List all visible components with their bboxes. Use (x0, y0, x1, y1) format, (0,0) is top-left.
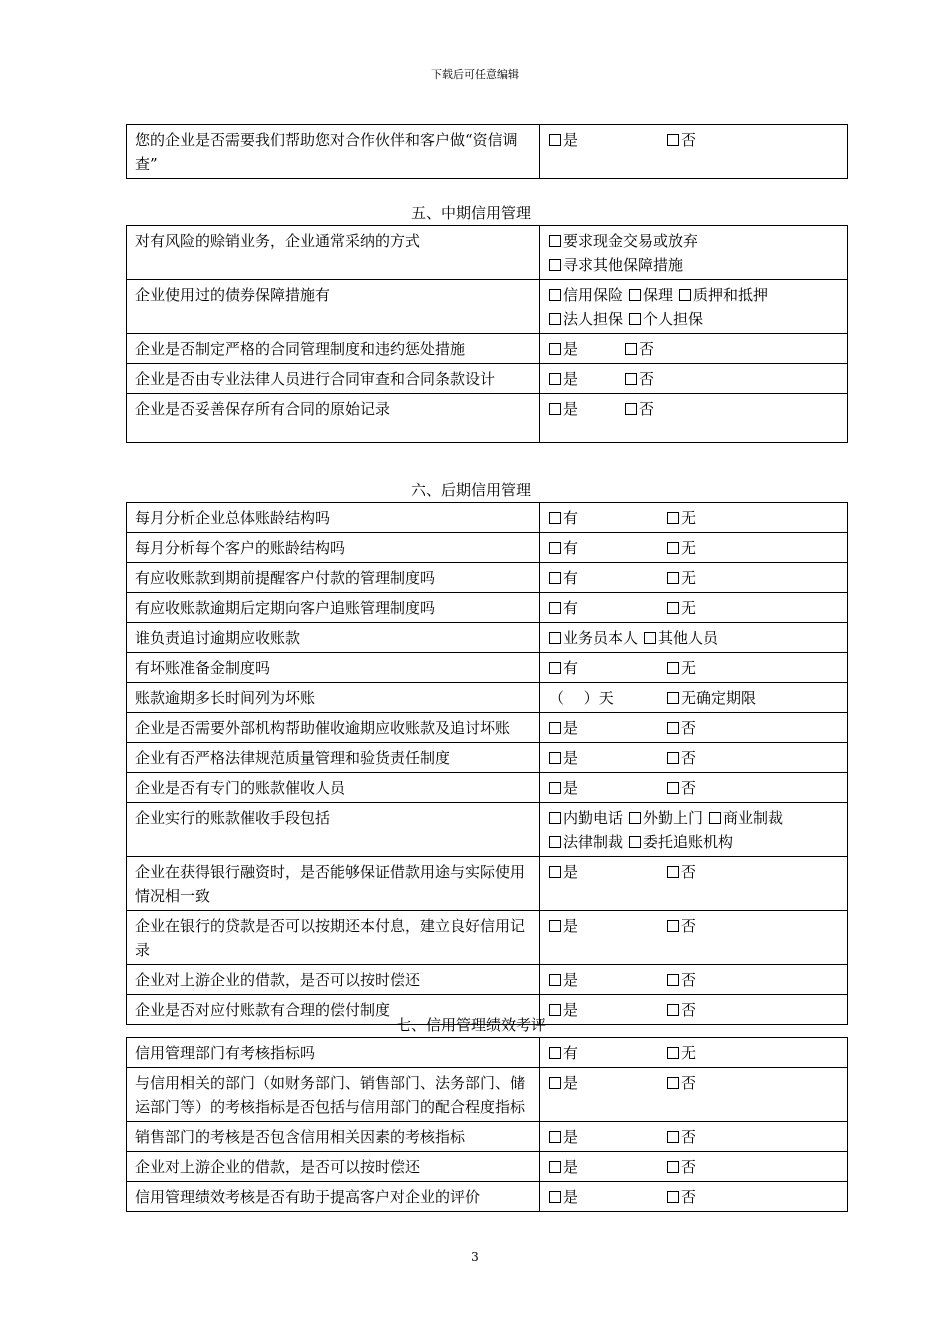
checkbox-icon[interactable] (549, 572, 561, 584)
option-line (549, 716, 843, 740)
option-line (549, 229, 843, 253)
checkbox-icon[interactable] (667, 866, 679, 878)
option[interactable] (549, 229, 698, 253)
answer-options (540, 713, 848, 743)
option[interactable] (549, 806, 623, 830)
option-label: 是 (563, 719, 579, 737)
option-line (549, 253, 843, 277)
option-line (549, 1155, 843, 1179)
answer-options (540, 280, 848, 334)
option-label: 有 (563, 1044, 579, 1062)
option[interactable] (667, 506, 696, 530)
option-label: 是 (563, 131, 579, 149)
option-label: 是 (563, 1074, 579, 1092)
days-blank[interactable]: （ ）天 (549, 689, 614, 707)
question-text: 企业有否严格法律规范质量管理和验货责任制度 (127, 743, 540, 773)
answer-options (540, 1038, 848, 1068)
option[interactable] (549, 1155, 667, 1179)
table-row (127, 1038, 848, 1068)
option-line (549, 128, 843, 152)
checkbox-icon[interactable] (667, 1077, 679, 1089)
answer-options (540, 683, 848, 713)
option-label: 是 (563, 971, 579, 989)
table-row (127, 1122, 848, 1152)
option-label: 是 (563, 779, 579, 797)
checkbox-icon[interactable] (667, 1131, 679, 1143)
option-label: 是 (563, 370, 579, 388)
checkbox-icon[interactable] (549, 542, 561, 554)
option[interactable] (549, 596, 667, 620)
section-6-table (126, 502, 848, 1025)
answer-options (540, 623, 848, 653)
table-row (127, 563, 848, 593)
answer-options (540, 857, 848, 911)
option-line (549, 536, 843, 560)
option-label: 否 (639, 340, 655, 358)
option-line (549, 968, 843, 992)
table-row (127, 503, 848, 533)
option-label: 商业制裁 (723, 809, 784, 827)
option-label: 否 (681, 1128, 697, 1146)
option-label: 否 (681, 1188, 697, 1206)
checkbox-icon[interactable] (667, 542, 679, 554)
option-label: 有 (563, 659, 579, 677)
option[interactable] (549, 337, 625, 361)
option-line (549, 626, 843, 650)
option-label: 否 (639, 370, 655, 388)
option-line (549, 397, 843, 421)
checkbox-icon[interactable] (667, 752, 679, 764)
answer-options (540, 1068, 848, 1122)
checkbox-icon[interactable] (549, 1191, 561, 1203)
checkbox-icon[interactable] (667, 974, 679, 986)
table-row (127, 533, 848, 563)
section-6-title: 六、后期信用管理 (410, 481, 531, 499)
option[interactable] (629, 830, 733, 854)
answer-options (540, 226, 848, 280)
answer-options (540, 503, 848, 533)
table-row (127, 911, 848, 965)
option-label: 是 (563, 749, 579, 767)
checkbox-icon[interactable] (667, 1004, 679, 1016)
question-text: 企业是否需要外部机构帮助催收逾期应收账款及追讨坏账 (127, 713, 540, 743)
checkbox-icon[interactable] (629, 836, 641, 848)
option[interactable] (549, 914, 667, 938)
question-text: 信用管理部门有考核指标吗 (127, 1038, 540, 1068)
answer-options (540, 394, 848, 443)
option[interactable] (667, 914, 696, 938)
option[interactable] (629, 806, 703, 830)
checkbox-icon[interactable] (549, 403, 561, 415)
option[interactable] (667, 1041, 696, 1065)
table-row (127, 773, 848, 803)
question-text: 每月分析每个客户的账龄结构吗 (127, 533, 540, 563)
table-row (127, 857, 848, 911)
option[interactable] (667, 968, 696, 992)
question-text: 有坏账准备金制度吗 (127, 653, 540, 683)
option-label: 否 (681, 971, 697, 989)
option[interactable] (549, 253, 683, 277)
question-text: 企业是否由专业法律人员进行合同审查和合同条款设计 (127, 364, 540, 394)
question-text: 对有风险的赊销业务，企业通常采纳的方式 (127, 226, 540, 280)
answer-options (540, 563, 848, 593)
table-row (127, 280, 848, 334)
checkbox-icon[interactable] (549, 289, 561, 301)
checkbox-icon[interactable] (549, 259, 561, 271)
option-label: 个人担保 (643, 310, 704, 328)
option-line (549, 367, 843, 391)
checkbox-icon[interactable] (667, 134, 679, 146)
option-label: 外勤上门 (643, 809, 704, 827)
answer-options (540, 125, 848, 179)
option[interactable] (667, 776, 696, 800)
option-label: 否 (681, 1158, 697, 1176)
page-header: 下载后可任意编辑 (431, 68, 519, 81)
option-label: 内勤电话 (563, 809, 624, 827)
checkbox-icon[interactable] (629, 812, 641, 824)
question-text: 信用管理绩效考核是否有助于提高客户对企业的评价 (127, 1182, 540, 1212)
table-row (127, 1152, 848, 1182)
section-7-table (126, 1037, 848, 1212)
table-row (127, 743, 848, 773)
option-label: 否 (681, 749, 697, 767)
checkbox-icon[interactable] (549, 373, 561, 385)
checkbox-icon[interactable] (549, 974, 561, 986)
option-line (549, 506, 843, 530)
option[interactable] (667, 128, 696, 152)
option[interactable] (709, 806, 783, 830)
section-5-title: 五、中期信用管理 (410, 204, 531, 222)
question-text: 有应收账款逾期后定期向客户追账管理制度吗 (127, 593, 540, 623)
option-label: 无确定期限 (681, 689, 757, 707)
option-label: 有 (563, 569, 579, 587)
checkbox-icon[interactable] (629, 289, 641, 301)
checkbox-icon[interactable] (549, 1004, 561, 1016)
answer-options (540, 1152, 848, 1182)
answer-options (540, 803, 848, 857)
option-label: 无 (681, 599, 697, 617)
option-label: 保理 (643, 286, 674, 304)
checkbox-icon[interactable] (549, 1131, 561, 1143)
option-label: 否 (681, 719, 697, 737)
checkbox-icon[interactable] (549, 722, 561, 734)
option[interactable] (549, 968, 667, 992)
answer-options (540, 1182, 848, 1212)
option[interactable] (679, 283, 768, 307)
option[interactable] (549, 283, 623, 307)
option-label: 无 (681, 1044, 697, 1062)
checkbox-icon[interactable] (667, 512, 679, 524)
option-label: 信用保险 (563, 286, 624, 304)
checkbox-icon[interactable] (549, 1077, 561, 1089)
checkbox-icon[interactable] (549, 866, 561, 878)
option-label: 法律制裁 (563, 833, 624, 851)
checkbox-icon[interactable] (549, 313, 561, 325)
intro-table (126, 124, 848, 179)
option-line (549, 686, 843, 710)
checkbox-icon[interactable] (549, 752, 561, 764)
option[interactable] (549, 776, 667, 800)
checkbox-icon[interactable] (549, 632, 561, 644)
question-text: 企业是否妥善保存所有合同的原始记录 (127, 394, 540, 443)
checkbox-icon[interactable] (549, 235, 561, 247)
checkbox-icon[interactable] (667, 692, 679, 704)
question-text: 谁负责追讨逾期应收账款 (127, 623, 540, 653)
option[interactable] (549, 506, 667, 530)
table-row (127, 394, 848, 443)
option-label: 否 (681, 917, 697, 935)
checkbox-icon[interactable] (667, 602, 679, 614)
table-row (127, 965, 848, 995)
option-label: 无 (681, 569, 697, 587)
option-label: 是 (563, 863, 579, 881)
option[interactable] (667, 1185, 696, 1209)
option-label: 否 (681, 1074, 697, 1092)
checkbox-icon[interactable] (667, 722, 679, 734)
checkbox-icon[interactable] (549, 662, 561, 674)
option-label: 否 (681, 1001, 697, 1019)
answer-options (540, 364, 848, 394)
checkbox-icon[interactable] (549, 1161, 561, 1173)
option[interactable] (549, 566, 667, 590)
answer-options (540, 965, 848, 995)
section-5-table (126, 225, 848, 443)
checkbox-icon[interactable] (679, 289, 691, 301)
option-label: 无 (681, 509, 697, 527)
option[interactable] (549, 128, 667, 152)
option[interactable] (625, 397, 654, 421)
answer-options (540, 1122, 848, 1152)
option-line (549, 746, 843, 770)
question-text: 企业使用过的债券保障措施有 (127, 280, 540, 334)
option[interactable] (644, 626, 718, 650)
checkbox-icon[interactable] (667, 920, 679, 932)
option-label: 无 (681, 659, 697, 677)
checkbox-icon[interactable] (667, 662, 679, 674)
answer-options (540, 334, 848, 364)
checkbox-icon[interactable] (667, 1191, 679, 1203)
option[interactable] (667, 596, 696, 620)
option-line (549, 914, 843, 938)
question-text: 企业在获得银行融资时，是否能够保证借款用途与实际使用情况相一致 (127, 857, 540, 911)
table-row (127, 623, 848, 653)
checkbox-icon[interactable] (667, 572, 679, 584)
option[interactable] (549, 397, 625, 421)
table-row (127, 1068, 848, 1122)
checkbox-icon[interactable] (549, 812, 561, 824)
answer-options (540, 593, 848, 623)
option[interactable] (625, 367, 654, 391)
answer-options (540, 773, 848, 803)
table-row (127, 125, 848, 179)
option[interactable] (549, 746, 667, 770)
table-row (127, 334, 848, 364)
option[interactable] (667, 686, 756, 710)
option[interactable] (667, 656, 696, 680)
question-text: 企业是否对应付账款有合理的偿付制度 (127, 995, 540, 1025)
checkbox-icon[interactable] (629, 313, 641, 325)
option-line (549, 596, 843, 620)
option[interactable] (549, 1125, 667, 1149)
option[interactable] (549, 1185, 667, 1209)
checkbox-icon[interactable] (709, 812, 721, 824)
question-text: 企业在银行的贷款是否可以按期还本付息，建立良好信用记录 (127, 911, 540, 965)
checkbox-icon[interactable] (667, 1047, 679, 1059)
option-label: 有 (563, 539, 579, 557)
option-line (549, 337, 843, 361)
question-text: 销售部门的考核是否包含信用相关因素的考核指标 (127, 1122, 540, 1152)
option-label: 质押和抵押 (693, 286, 769, 304)
option-label: 是 (563, 1188, 579, 1206)
checkbox-icon[interactable] (667, 782, 679, 794)
option[interactable] (549, 716, 667, 740)
option[interactable] (549, 656, 667, 680)
question-text: 企业是否有专门的账款催收人员 (127, 773, 540, 803)
question-text: 企业对上游企业的借款，是否可以按时偿还 (127, 1152, 540, 1182)
option[interactable] (549, 1041, 667, 1065)
option-line (549, 1071, 843, 1095)
option-line (549, 1125, 843, 1149)
table-row (127, 803, 848, 857)
checkbox-icon[interactable] (549, 836, 561, 848)
option[interactable] (629, 283, 673, 307)
page-number: 3 (471, 1250, 479, 1264)
option-label: 否 (681, 779, 697, 797)
option[interactable] (667, 1155, 696, 1179)
option-line (549, 1185, 843, 1209)
option-line (549, 656, 843, 680)
option-line (549, 1041, 843, 1065)
option[interactable] (549, 536, 667, 560)
option[interactable] (549, 1071, 667, 1095)
option[interactable] (625, 337, 654, 361)
option-label: 无 (681, 539, 697, 557)
option-label: 是 (563, 1128, 579, 1146)
option[interactable] (667, 716, 696, 740)
question-text: 与信用相关的部门（如财务部门、销售部门、法务部门、储运部门等）的考核指标是否包括与信用部门的配合程度指标 (127, 1068, 540, 1122)
option-label: 否 (681, 863, 697, 881)
option-label: 有 (563, 599, 579, 617)
table-row (127, 1182, 848, 1212)
option[interactable] (667, 1125, 696, 1149)
option-label: 是 (563, 1001, 579, 1019)
checkbox-icon[interactable] (549, 134, 561, 146)
checkbox-icon[interactable] (549, 782, 561, 794)
question-text: 有应收账款到期前提醒客户付款的管理制度吗 (127, 563, 540, 593)
option-label: 否 (639, 400, 655, 418)
checkbox-icon[interactable] (549, 602, 561, 614)
option-label: 要求现金交易或放弃 (563, 232, 699, 250)
checkbox-icon[interactable] (549, 512, 561, 524)
question-text: 每月分析企业总体账龄结构吗 (127, 503, 540, 533)
option[interactable] (667, 860, 696, 884)
option-line (549, 806, 843, 830)
option[interactable] (549, 367, 625, 391)
option-label: 有 (563, 509, 579, 527)
checkbox-icon[interactable] (644, 632, 656, 644)
section-7-title: 七、信用管理绩效考评 (395, 1016, 546, 1034)
option[interactable] (549, 626, 638, 650)
answer-options (540, 743, 848, 773)
checkbox-icon[interactable] (549, 343, 561, 355)
answer-options (540, 533, 848, 563)
option-line (549, 776, 843, 800)
checkbox-icon[interactable] (549, 1047, 561, 1059)
question-text: 您的企业是否需要我们帮助您对合作伙伴和客户做“资信调查” (127, 125, 540, 179)
question-text: 企业对上游企业的借款，是否可以按时偿还 (127, 965, 540, 995)
question-text: 企业是否制定严格的合同管理制度和违约惩处措施 (127, 334, 540, 364)
option-label: 法人担保 (563, 310, 624, 328)
option-label: 委托追账机构 (643, 833, 734, 851)
checkbox-icon[interactable] (625, 403, 637, 415)
option-line (549, 283, 843, 307)
answer-options (540, 653, 848, 683)
table-row (127, 364, 848, 394)
table-row (127, 713, 848, 743)
question-text: 企业实行的账款催收手段包括 (127, 803, 540, 857)
option-line (549, 830, 843, 854)
option-line (549, 860, 843, 884)
checkbox-icon[interactable] (549, 920, 561, 932)
option-label: 否 (681, 131, 697, 149)
option[interactable] (667, 536, 696, 560)
option-label: 是 (563, 400, 579, 418)
table-row (127, 653, 848, 683)
checkbox-icon[interactable] (625, 343, 637, 355)
checkbox-icon[interactable] (667, 1161, 679, 1173)
option[interactable] (549, 307, 623, 331)
answer-options (540, 911, 848, 965)
table-row (127, 226, 848, 280)
table-row (127, 683, 848, 713)
option[interactable] (549, 830, 623, 854)
option-label: 寻求其他保障措施 (563, 256, 684, 274)
option-label: 业务员本人 (563, 629, 639, 647)
option-label: 其他人员 (658, 629, 719, 647)
option-line (549, 566, 843, 590)
option[interactable] (667, 566, 696, 590)
question-text: 账款逾期多长时间列为坏账 (127, 683, 540, 713)
option-label: 是 (563, 1158, 579, 1176)
option[interactable] (667, 1071, 696, 1095)
option-label: 是 (563, 340, 579, 358)
option-line (549, 307, 843, 331)
option-label: 是 (563, 917, 579, 935)
option[interactable] (549, 860, 667, 884)
table-row (127, 593, 848, 623)
option[interactable] (629, 307, 703, 331)
checkbox-icon[interactable] (625, 373, 637, 385)
option[interactable] (667, 746, 696, 770)
